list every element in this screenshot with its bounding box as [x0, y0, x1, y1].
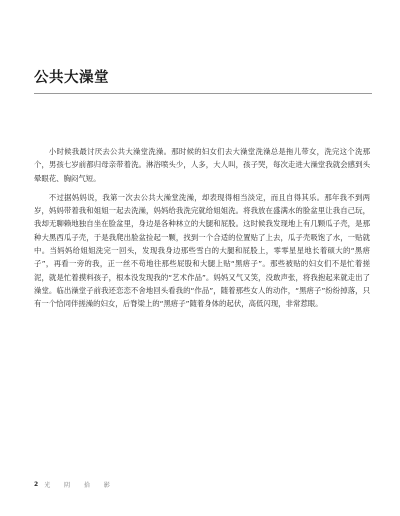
paragraph-2: 不过据妈妈说，我第一次去公共大澡堂洗澡，却表现得相当淡定，而且自得其乐。那年我不到两岁，妈妈带着我和姐姐一起去洗澡，妈妈给我洗完就给姐姐洗。将我放在盛满水的脸盆里让我自己玩，我却无聊赖地独自坐在脸盆里，身边是各种林立的大腿和屁股。这时候我发现地上有几颗瓜子壳，是那种大黑西瓜子壳，于是我爬出脸盆捡起一颗，找到一个合适的位置贴了上去，瓜子壳吸饱了水，一贴就中。当妈妈给姐姐洗完一回头，发现我身边那些雪白的大腿和屁股上，零零星星地长着硕大的“黑痦子”，再看一旁的我，正一丝不苟地往那些屁股和大腿上贴“黑痦子”。那些被贴的妇女们不是忙着搓泥，就是忙着摸料孩子，根本没发现我的“艺术作品”。妈妈又气又笑，没敢声张，将我抱起来就走出了澡堂。临出澡堂子前我还恋恋不舍地回头看我的“作品”，随着那些女人的动作，“黑痦子”纷纷掉落，只有一个恰同伴搓澡的妇女，后脊梁上的“黑痦子”随着身体的起伏，高低闪现，非常惹眼。 [34, 192, 370, 309]
running-title: 光 阴 拾 影 [44, 482, 116, 489]
article-body [34, 145, 370, 317]
chapter-title: 公共大澡堂 [34, 70, 109, 86]
title-divider [34, 93, 372, 94]
page-footer [34, 480, 116, 489]
paragraph-1: 小时候我最讨厌去公共大澡堂洗澡。那时候的妇女们去大澡堂洗澡总是拖儿带女，洗完这个洗那个，男孩七岁前都归母亲带着洗。淋浴喷头少，人多，大人叫，孩子哭，每次走进大澡堂我就会感到头晕眼花、胸闷气短。 [34, 147, 370, 183]
page-number: 2 [34, 481, 39, 488]
